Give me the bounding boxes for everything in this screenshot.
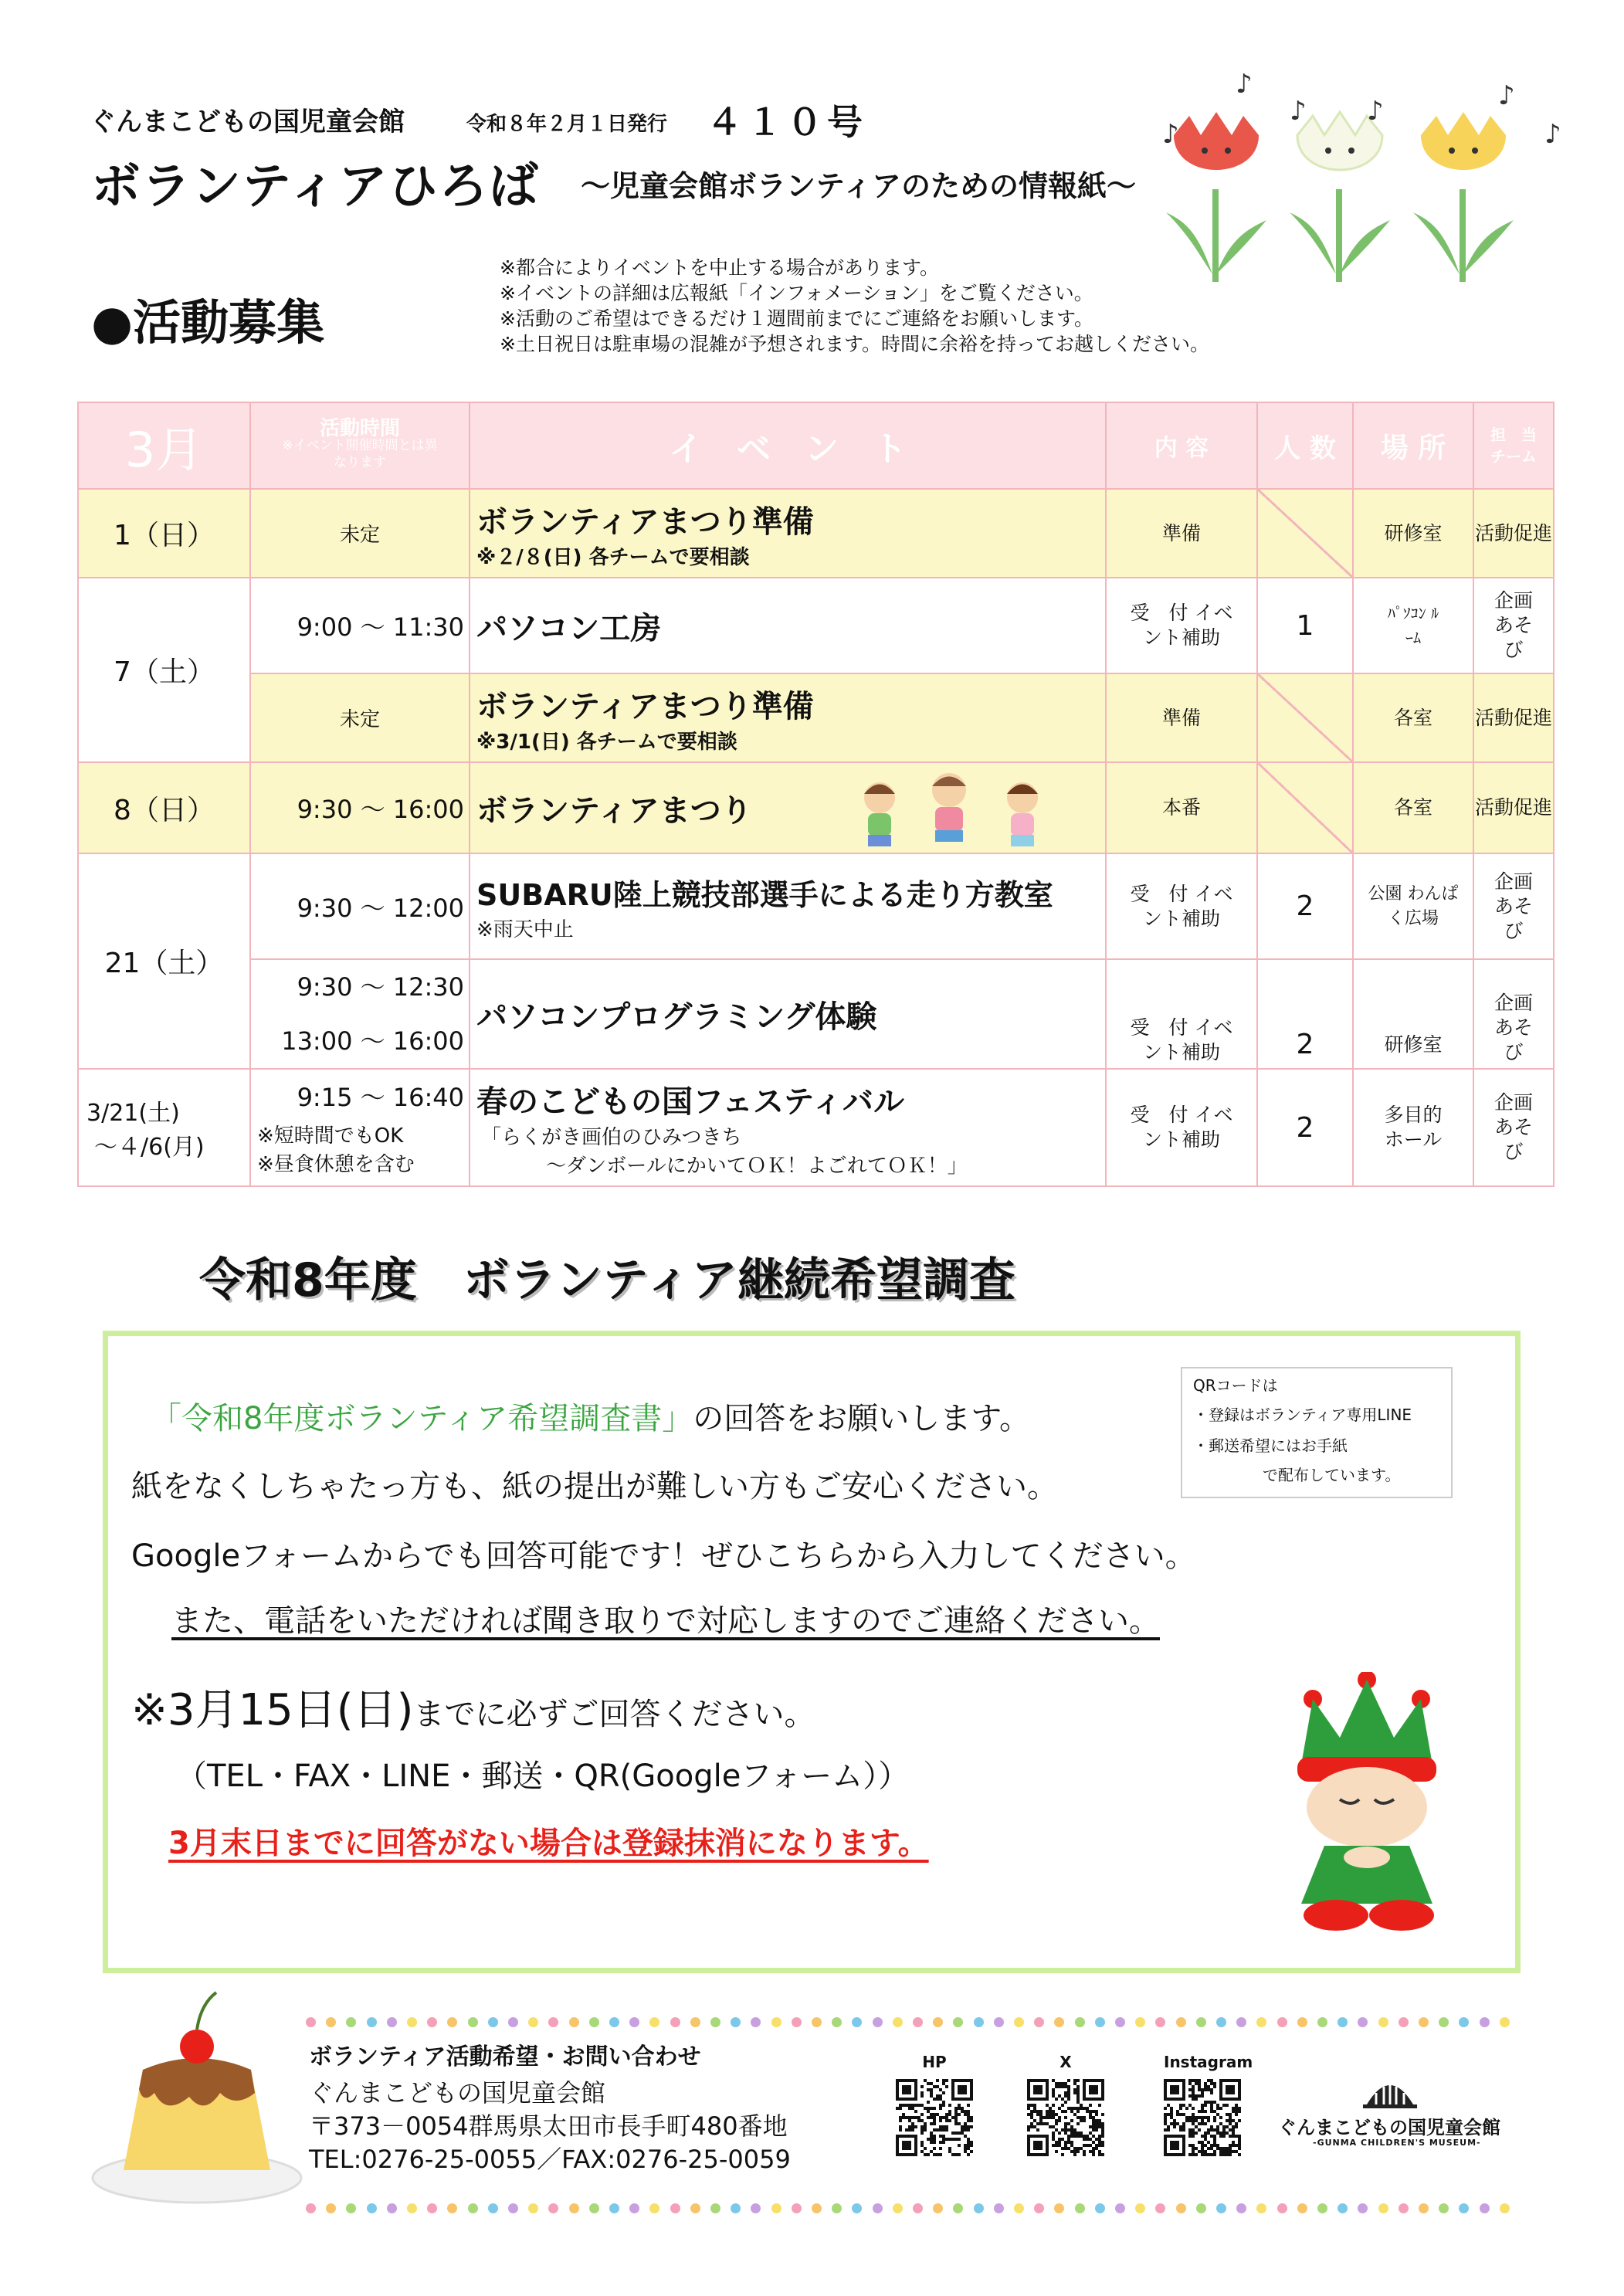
row-event: 春のこどもの国フェスティバル 「らくがき画伯のひみつきち ～ダンボールにかいてＯＫ！よごれてＯＫ！」 [470, 1069, 1106, 1186]
row-time: 未定 [250, 489, 470, 578]
row-event: ボランティアまつり準備 ※２/８(日) 各チームで要相談 [470, 489, 1106, 578]
divider-dot [1256, 2017, 1266, 2027]
divider-dot [710, 2203, 720, 2213]
divider-dot [1480, 2203, 1490, 2213]
notes [500, 255, 1209, 357]
row-time: 9:00 ～ 11:30 [250, 578, 470, 673]
divider-dot [1196, 2203, 1206, 2213]
divider-dot [1459, 2017, 1469, 2027]
divider-dot [1054, 2203, 1064, 2213]
divider-dot [1317, 2017, 1327, 2027]
divider-dot [1115, 2017, 1125, 2027]
divider-dot [1135, 2203, 1145, 2213]
row-event: パソコン工房 [470, 578, 1106, 673]
dots-divider-top [306, 2017, 1518, 2030]
divider-dot [953, 2203, 963, 2213]
newsletter-subtitle: ～児童会館ボランティアのための情報紙～ [581, 169, 1136, 203]
survey-title: 令和8年度 ボランティア継続希望調査 [199, 1253, 1015, 1307]
divider-dot [1277, 2017, 1287, 2027]
divider-dot [751, 2203, 761, 2213]
note-line: ※都合によりイベントを中止する場合があります。 [500, 256, 939, 279]
divider-dot [306, 2203, 316, 2213]
footer-heading: ボランティア活動希望・お問い合わせ [309, 2043, 701, 2070]
svg-text:♪: ♪ [1290, 96, 1307, 127]
row-event: ボランティアまつり [470, 762, 1106, 853]
qr-label-instagram: Instagram [1164, 2053, 1253, 2071]
divider-dot [528, 2017, 538, 2027]
row-content: 準備 [1106, 673, 1257, 762]
svg-text:♪: ♪ [1544, 119, 1561, 150]
divider-dot [427, 2017, 437, 2027]
survey-line-4: また、電話をいただければ聞き取りで対応しますのでご連絡ください。 [171, 1603, 1160, 1639]
divider-dot [649, 2203, 659, 2213]
divider-dot [1459, 2203, 1469, 2213]
divider-dot [589, 2017, 599, 2027]
row-team: 活動促進 [1473, 762, 1554, 853]
svg-text:♪: ♪ [1236, 73, 1253, 100]
row-time: 9:30 ～ 12:00 [250, 853, 470, 959]
divider-dot [468, 2017, 478, 2027]
divider-dot [852, 2017, 862, 2027]
note-line: ※活動のご希望はできるだけ１週間前までにご連絡をお願いします。 [500, 307, 1093, 330]
divider-dot [488, 2203, 498, 2213]
divider-dot [1014, 2017, 1024, 2027]
divider-dot [1358, 2203, 1368, 2213]
divider-dot [1095, 2017, 1105, 2027]
svg-text:♪: ♪ [1367, 96, 1384, 127]
row-people: 2 [1257, 959, 1353, 1069]
survey-warning: 3月末日までに回答がない場合は登録抹消になります。 [168, 1826, 929, 1861]
divider-dot [933, 2017, 943, 2027]
divider-dot [326, 2203, 336, 2213]
svg-text:♪: ♪ [1498, 80, 1515, 111]
table-row [78, 853, 1554, 959]
footer-address: 〒373－0054群馬県太田市長手町480番地 [309, 2111, 788, 2141]
row-date: 21（土） [78, 853, 250, 1069]
divider-dot [1034, 2017, 1044, 2027]
divider-dot [407, 2017, 417, 2027]
row-content: 受 付 イベント補助 [1106, 578, 1257, 673]
divider-dot [731, 2017, 741, 2027]
divider-dot [670, 2017, 680, 2027]
divider-dot [792, 2017, 802, 2027]
issue-number: ４１０号 [707, 101, 867, 143]
row-team: 活動促進 [1473, 673, 1554, 762]
row-place: ﾊﾟｿｺﾝ ﾙｰﾑ [1353, 578, 1473, 673]
divider-dot [690, 2017, 700, 2027]
pudding-illustration [89, 1985, 305, 2209]
divider-dot [1236, 2203, 1246, 2213]
row-content: 本番 [1106, 762, 1257, 853]
divider-dot [974, 2203, 984, 2213]
divider-dot [427, 2203, 437, 2213]
divider-dot [670, 2203, 680, 2213]
survey-deadline: ※3月15日(日)までに必ずご回答ください。 [131, 1685, 815, 1735]
divider-dot [346, 2017, 356, 2027]
row-event: ボランティアまつり準備 ※3/1(日) 各チームで要相談 [470, 673, 1106, 762]
divider-dot [1378, 2017, 1388, 2027]
divider-dot [1378, 2203, 1388, 2213]
divider-dot [994, 2203, 1004, 2213]
survey-line-2: 紙をなくしちゃたっ方も、紙の提出が難しい方もご安心ください。 [131, 1469, 1058, 1504]
row-people: 1 [1257, 578, 1353, 673]
divider-dot [1075, 2017, 1085, 2027]
people-header: 人 数 [1257, 402, 1353, 489]
row-place: 各室 [1353, 762, 1473, 853]
museum-logo-sub: -GUNMA CHILDREN'S MUSEUM- [1313, 2138, 1481, 2148]
row-team: 企画 あそび [1473, 853, 1554, 959]
divider-dot [832, 2017, 842, 2027]
divider-dot [1419, 2203, 1429, 2213]
schedule-table [77, 402, 1554, 1187]
divider-dot [589, 2203, 599, 2213]
divider-dot [609, 2017, 619, 2027]
dots-divider-bottom [306, 2203, 1518, 2216]
section-title: ●活動募集 [91, 294, 325, 351]
divider-dot [548, 2203, 558, 2213]
divider-dot [326, 2017, 336, 2027]
divider-dot [731, 2203, 741, 2213]
table-row [78, 578, 1554, 673]
note-line: ※土日祝日は駐車場の混雑が予想されます。時間に余裕を持ってお越しください。 [500, 333, 1209, 355]
divider-dot [873, 2017, 883, 2027]
divider-dot [1176, 2017, 1186, 2027]
note-line: ※イベントの詳細は広報紙「インフォメーション」をご覧ください。 [500, 282, 1093, 304]
row-place: 研修室 [1353, 959, 1473, 1069]
divider-dot [852, 2203, 862, 2213]
qr-code-x[interactable] [1027, 2079, 1104, 2156]
org-name: ぐんまこどもの国児童会館 [90, 107, 405, 137]
row-content: 受 付 イベント補助 [1106, 853, 1257, 959]
row-time: 9:30 ～ 12:30 13:00 ～ 16:00 [250, 959, 470, 1069]
divider-dot [933, 2203, 943, 2213]
row-people [1257, 489, 1353, 578]
qr-code-instagram[interactable] [1164, 2079, 1241, 2156]
divider-dot [751, 2017, 761, 2027]
divider-dot [367, 2203, 377, 2213]
tulips-illustration [1158, 73, 1575, 297]
row-date: 8（日） [78, 762, 250, 853]
divider-dot [1034, 2203, 1044, 2213]
divider-dot [548, 2017, 558, 2027]
divider-dot [1155, 2203, 1165, 2213]
divider-dot [447, 2203, 457, 2213]
divider-dot [1176, 2203, 1186, 2213]
divider-dot [1439, 2017, 1449, 2027]
divider-dot [1338, 2017, 1348, 2027]
divider-dot [710, 2017, 720, 2027]
divider-dot [1256, 2203, 1266, 2213]
row-date: 1（日） [78, 489, 250, 578]
divider-dot [913, 2203, 923, 2213]
row-content: 受 付 イベント補助 [1106, 959, 1257, 1069]
row-people: 2 [1257, 1069, 1353, 1186]
divider-dot [1054, 2017, 1064, 2027]
divider-dot [1297, 2203, 1307, 2213]
row-event: SUBARU陸上競技部選手による走り方教室 ※雨天中止 [470, 853, 1106, 959]
elf-illustration [1266, 1672, 1467, 1935]
divider-dot [528, 2203, 538, 2213]
divider-dot [994, 2017, 1004, 2027]
row-time: 9:15 ～ 16:40 ※短時間でもOK ※昼食休憩を含む [250, 1069, 470, 1186]
divider-dot [953, 2017, 963, 2027]
divider-dot [508, 2203, 518, 2213]
divider-dot [974, 2017, 984, 2027]
divider-dot [468, 2203, 478, 2213]
divider-dot [1439, 2203, 1449, 2213]
divider-dot [1155, 2017, 1165, 2027]
row-date: 7（土） [78, 578, 250, 762]
divider-dot [690, 2203, 700, 2213]
row-team: 企画 あそび [1473, 959, 1554, 1069]
row-people [1257, 673, 1353, 762]
divider-dot [832, 2203, 842, 2213]
divider-dot [1419, 2017, 1429, 2027]
footer-tel: TEL:0276-25-0055／FAX:0276-25-0059 [309, 2145, 791, 2174]
divider-dot [569, 2017, 579, 2027]
qr-label-hp: HP [922, 2053, 947, 2071]
divider-dot [1216, 2203, 1226, 2213]
month-header: 3月 [78, 402, 250, 489]
row-place: 研修室 [1353, 489, 1473, 578]
divider-dot [1135, 2017, 1145, 2027]
divider-dot [346, 2203, 356, 2213]
divider-dot [1399, 2203, 1409, 2213]
row-date: 3/21(土) ～４/6(月) [78, 1069, 250, 1186]
divider-dot [649, 2017, 659, 2027]
divider-dot [771, 2203, 781, 2213]
row-team: 企画 あそび [1473, 1069, 1554, 1186]
divider-dot [1075, 2203, 1085, 2213]
survey-line-1: 「令和8年度ボランティア希望調査書」の回答をお願いします。 [151, 1401, 1031, 1436]
row-event: パソコンプログラミング体験 [470, 959, 1106, 1069]
divider-dot [1014, 2203, 1024, 2213]
divider-dot [1196, 2017, 1206, 2027]
row-place: 各室 [1353, 673, 1473, 762]
qr-note: QRコードは ・登録はボランティア専用LINE ・郵送希望にはお手紙 で配布しています。 [1181, 1367, 1453, 1498]
table-row [78, 959, 1554, 1069]
content-header: 内 容 [1106, 402, 1257, 489]
divider-dot [508, 2017, 518, 2027]
row-content: 受 付 イベント補助 [1106, 1069, 1257, 1186]
table-row [78, 1069, 1554, 1186]
divider-dot [629, 2203, 639, 2213]
team-header: 担 当 チーム [1473, 402, 1554, 489]
table-row [78, 673, 1554, 762]
table-row [78, 489, 1554, 578]
row-people [1257, 762, 1353, 853]
row-time: 未定 [250, 673, 470, 762]
divider-dot [812, 2017, 822, 2027]
divider-dot [447, 2017, 457, 2027]
divider-dot [1317, 2203, 1327, 2213]
divider-dot [893, 2017, 903, 2027]
row-place: 多目的 ホール [1353, 1069, 1473, 1186]
divider-dot [771, 2017, 781, 2027]
row-time: 9:30 ～ 16:00 [250, 762, 470, 853]
divider-dot [387, 2203, 397, 2213]
divider-dot [1399, 2017, 1409, 2027]
divider-dot [306, 2017, 316, 2027]
divider-dot [812, 2203, 822, 2213]
issue-date: 令和８年２月１日発行 [466, 113, 668, 136]
row-team: 活動促進 [1473, 489, 1554, 578]
footer-org: ぐんまこどもの国児童会館 [309, 2078, 606, 2108]
divider-dot [913, 2017, 923, 2027]
divider-dot [488, 2017, 498, 2027]
row-people: 2 [1257, 853, 1353, 959]
divider-dot [873, 2203, 883, 2213]
divider-dot [1480, 2017, 1490, 2027]
divider-dot [407, 2203, 417, 2213]
table-row [78, 762, 1554, 853]
qr-label-x: X [1059, 2053, 1072, 2071]
divider-dot [629, 2017, 639, 2027]
row-team: 企画 あそび [1473, 578, 1554, 673]
divider-dot [893, 2203, 903, 2213]
divider-dot [1500, 2017, 1510, 2027]
divider-dot [569, 2203, 579, 2213]
survey-methods: （TEL・FAX・LINE・郵送・QR(Googleフォーム）） [176, 1758, 910, 1794]
place-header: 場 所 [1353, 402, 1473, 489]
museum-logo-text: ぐんまこどもの国児童会館 [1278, 2117, 1500, 2138]
museum-logo-icon [1359, 2070, 1421, 2112]
divider-dot [1115, 2203, 1125, 2213]
divider-dot [1358, 2017, 1368, 2027]
divider-dot [1277, 2203, 1287, 2213]
time-header: 活動時間 ※イベント開催時間とは異なります [250, 402, 470, 489]
divider-dot [1095, 2203, 1105, 2213]
kids-jumping-illustration [841, 763, 1065, 853]
divider-dot [792, 2203, 802, 2213]
divider-dot [1500, 2203, 1510, 2213]
newsletter-title: ボランティアひろば [91, 158, 539, 215]
divider-dot [387, 2017, 397, 2027]
survey-line-3: Googleフォームからでも回答可能です！ぜひこちらから入力してください。 [131, 1538, 1196, 1574]
event-header: イ ベ ン ト [470, 402, 1106, 489]
divider-dot [1297, 2017, 1307, 2027]
row-content: 準備 [1106, 489, 1257, 578]
qr-code-hp[interactable] [896, 2079, 973, 2156]
divider-dot [367, 2017, 377, 2027]
divider-dot [609, 2203, 619, 2213]
divider-dot [1216, 2017, 1226, 2027]
divider-dot [1338, 2203, 1348, 2213]
svg-text:♪: ♪ [1162, 119, 1179, 150]
row-place: 公園 わんぱく広場 [1353, 853, 1473, 959]
divider-dot [1236, 2017, 1246, 2027]
